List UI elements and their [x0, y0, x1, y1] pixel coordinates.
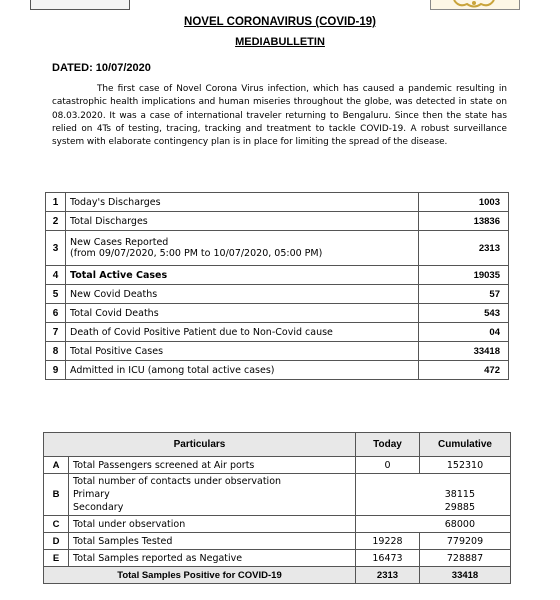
row-label: Total Positive Cases — [66, 342, 419, 361]
today-header: Today — [356, 433, 420, 457]
secondary-label: Secondary — [73, 502, 124, 513]
table-row — [44, 457, 511, 474]
row-label-period: (from 09/07/2020, 5:00 PM to 10/07/2020, 05:00 PM) — [70, 248, 323, 259]
table-row — [44, 474, 511, 516]
page-subtitle: MEDIABULLETIN — [235, 36, 325, 48]
primary-value: 38115 — [444, 489, 475, 500]
emblem-graphic-icon — [449, 0, 499, 9]
table-row — [46, 285, 509, 304]
table-row — [46, 193, 509, 212]
row-label: Total Covid Deaths — [66, 304, 419, 323]
row-label: Today's Discharges — [66, 193, 419, 212]
table-row — [44, 516, 511, 533]
row-value: 04 — [419, 323, 509, 342]
row-value: 68000 — [356, 516, 511, 533]
row-code: D — [44, 533, 69, 550]
row-label: Admitted in ICU (among total active cases) — [66, 361, 419, 380]
row-number: 6 — [46, 304, 66, 323]
row-value: 543 — [419, 304, 509, 323]
table-row — [46, 231, 509, 266]
row-number: 1 — [46, 193, 66, 212]
table-total-row — [44, 567, 511, 584]
total-positive-today: 2313 — [356, 567, 420, 584]
row-value: 472 — [419, 361, 509, 380]
page-title: NOVEL CORONAVIRUS (COVID-19) — [184, 16, 376, 28]
row-value: 57 — [419, 285, 509, 304]
row-value: 1003 — [419, 193, 509, 212]
table-row — [44, 533, 511, 550]
row-label: Death of Covid Positive Patient due to Non-Covid cause — [66, 323, 419, 342]
row-cumulative: 779209 — [420, 533, 511, 550]
row-label — [66, 231, 419, 266]
table-row — [44, 550, 511, 567]
row-code: E — [44, 550, 69, 567]
bulletin-date: DATED: 10/07/2020 — [52, 62, 151, 74]
row-number: 2 — [46, 212, 66, 231]
total-positive-cumulative: 33418 — [420, 567, 511, 584]
table-row — [46, 212, 509, 231]
contacts-label: Total number of contacts under observation — [73, 476, 282, 487]
row-number: 4 — [46, 266, 66, 285]
row-code: C — [44, 516, 69, 533]
row-cumulative: 152310 — [420, 457, 511, 474]
row-label: Total under observation — [69, 516, 356, 533]
row-number: 5 — [46, 285, 66, 304]
row-label: Total Active Cases — [66, 266, 419, 285]
total-positive-label: Total Samples Positive for COVID-19 — [44, 567, 356, 584]
table-header-row — [44, 433, 511, 457]
row-label-main: New Cases Reported — [70, 237, 169, 248]
row-label: Total Passengers screened at Air ports — [69, 457, 356, 474]
row-label: Total Samples reported as Negative — [69, 550, 356, 567]
row-number: 7 — [46, 323, 66, 342]
row-label: Total Discharges — [66, 212, 419, 231]
row-number: 8 — [46, 342, 66, 361]
row-cumulative: 728887 — [420, 550, 511, 567]
table-row — [46, 304, 509, 323]
row-value: 2313 — [419, 231, 509, 266]
row-code: B — [44, 474, 69, 516]
table-row — [46, 342, 509, 361]
table-row — [46, 361, 509, 380]
row-number: 3 — [46, 231, 66, 266]
row-today: 16473 — [356, 550, 420, 567]
summary-table — [45, 192, 509, 380]
row-label: Total Samples Tested — [69, 533, 356, 550]
cumulative-header: Cumulative — [420, 433, 511, 457]
details-table — [43, 432, 511, 584]
table-row — [46, 266, 509, 285]
contacts-values — [356, 474, 511, 516]
intro-paragraph: The first case of Novel Corona Virus infection, which has caused a pandemic resulting in catastrophic health implications and human miseries throughout the globe, was detected in state on 08.03.2020. It was a case of international traveler returning to Bengaluru. Since then the state has relied on 4Ts of testing, tracing, tracking and treatment to tackle COVID-19. A robust surveillance system with elaborate contingency plan is in place for limiting the spread of the disease. — [52, 84, 507, 148]
particulars-header: Particulars — [44, 433, 356, 457]
table-row — [46, 323, 509, 342]
row-today: 19228 — [356, 533, 420, 550]
row-value: 13836 — [419, 212, 509, 231]
row-value: 33418 — [419, 342, 509, 361]
row-label — [69, 474, 356, 516]
row-number: 9 — [46, 361, 66, 380]
primary-label: Primary — [73, 489, 110, 500]
government-logo-icon — [30, 0, 130, 10]
state-emblem-icon — [430, 0, 520, 10]
row-label: New Covid Deaths — [66, 285, 419, 304]
row-value: 19035 — [419, 266, 509, 285]
row-today: 0 — [356, 457, 420, 474]
secondary-value: 29885 — [444, 502, 475, 513]
row-code: A — [44, 457, 69, 474]
